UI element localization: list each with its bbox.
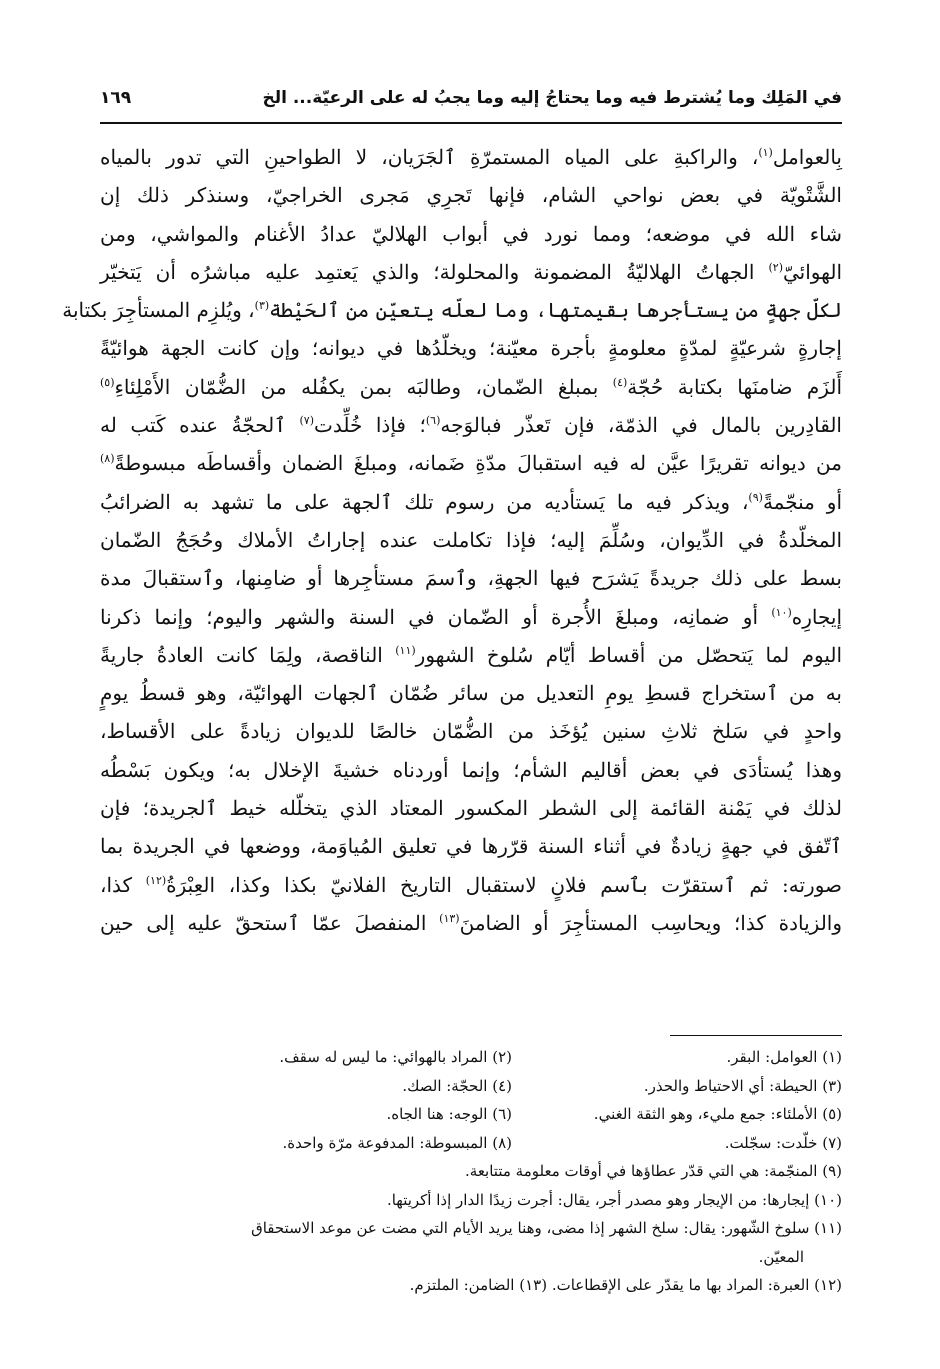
footnote-marker: (٧) bbox=[299, 414, 314, 428]
body-line: المخلّدةُ في الدِّيوان، وسُلِّمَ إليه؛ فإذا تكاملت عنده إجاراتُ الأملاك وحُجَجُ الضّمان bbox=[100, 527, 842, 552]
body-line: إيجارِه$^{(١٠)}$ أو ضمانِه، ومبلغَ الأُجرة أو الضّمان في السنة والشهر واليوم؛ وإنما ذكرنا bbox=[100, 604, 842, 629]
book-page bbox=[62, 88, 843, 942]
footnote-marker: (٤) bbox=[612, 375, 628, 389]
body-line: من ديوانه تقريرًا عيَّن له فيه استقبالَ مدّةِ ضَمانه، ومبلغَ الضمان وأقساطَه مبسوطةً$^{(٨)}$ bbox=[100, 451, 842, 476]
running-header bbox=[100, 88, 842, 120]
footnote-marker: (١١) bbox=[395, 643, 416, 657]
body-line: اليوم لما يَتحصّل من أقساط أيّام سُلوخ الشهور$^{(١١)}$ الناقصة، ولِمَا كانت العادةُ جاريةً bbox=[100, 642, 842, 667]
page-number: ١٦٩ bbox=[100, 88, 132, 108]
body-line: صورته: ثم ٱستقرّت بٱسم فلانٍ لاستقبال التاريخ الفلانيّ بكذا وكذا، العِبْرَةُ$^{(١٢)}$ كذا، bbox=[100, 872, 843, 897]
footnote-1: (١) العوامل: البقر. bbox=[726, 1048, 842, 1066]
body-line: إجارةٍ شرعيّةٍ لمدّةٍ معلومةٍ بأجرة معيّنة؛ ويخلّدُها في ديوانه؛ وإن كانت الجهة هوائيّةً bbox=[100, 336, 842, 361]
body-line: بسط على ذلك جريدةً يَشرَح فيها الجهةِ، وٱسمَ مستأجِرها أو ضامِنها، وٱستقبالَ مدة bbox=[100, 566, 842, 591]
footnote-marker: (٩) bbox=[748, 490, 763, 504]
footnote-8: (٨) المبسوطة: المدفوعة مرّة واحدة. bbox=[282, 1133, 512, 1152]
body-line: أَلزَم ضامنَها بكتابة حُجّة$^{(٤)}$ بمبلغ الضّمان، وطالبَه بمن يكفُله من الضُّمّان الأَمْلِئاءِ$^{(٥)}$ bbox=[100, 374, 842, 399]
footnote-row bbox=[100, 1129, 842, 1158]
body-line: الهوائيّ$^{(٢)}$ الجهاتُ الهلاليّةُ المضمونة والمحلولة؛ والذي يَعتمِد عليه مباشرُه أن يَتخيّر bbox=[100, 259, 842, 284]
body-line: أو منجّمةً$^{(٩)}$، ويذكر فيه ما يَستأديه من رسوم تلك ٱلجهة على ما تشهد به الضرائبُ bbox=[100, 489, 843, 514]
body-line: بِالعوامل$^{(١)}$، والراكبةِ على المياه المستمرّةِ ٱلجَرَيان، لا الطواحينِ التي تدور بالمياه bbox=[100, 145, 842, 169]
footnote-marker: (١٢) bbox=[145, 873, 167, 887]
footnote-marker: (٣) bbox=[254, 299, 270, 313]
footnote-3: (٣) الحيطة: أي الاحتياط والحذر. bbox=[643, 1076, 842, 1095]
body-line: ٱتّفق في جهةٍ زيادةٌ في أثناء السنة قرّرها في تعليق المُياوَمة، ووضعها في الجريدة بما bbox=[100, 834, 842, 859]
footnote-marker: (١) bbox=[758, 146, 773, 159]
footnote-marker: (٥) bbox=[100, 375, 115, 389]
footnote-row bbox=[100, 1043, 842, 1072]
footnote-marker: (١٠) bbox=[771, 605, 792, 619]
footnote-marker: (٢) bbox=[768, 260, 783, 274]
body-line: وهذا يُستأدَى في بعض أقاليم الشأم؛ وإنما أوردناه خشيةَ الإخلال به؛ ويكون بَسْطُه bbox=[100, 757, 842, 782]
footnote-9: (٩) المنجّمة: هي التي قدّر عطاؤها في أوقات معلومة متتابعة. bbox=[465, 1162, 842, 1180]
body-line: والزيادة كذا؛ ويحاسِب المستأجِرَ أو الضامنَ$^{(١٣)}$ المنفصلَ عمّا ٱستحقّ عليه إلى حين bbox=[100, 910, 842, 935]
footnote-11-continuation: المعيّن. bbox=[758, 1247, 804, 1266]
footnote-11: (١١) سلوخ الشّهور: يقال: سلخ الشهر إذا مضى، وهنا يريد الأيام التي مضت عن موعد الاستحقاق bbox=[251, 1219, 842, 1237]
body-line: به من ٱستخراج قسطِ يومِ التعديل من سائر ضُمّان ٱلجهات الهوائيّة، وهو قسطُ يومٍ bbox=[100, 681, 842, 706]
footnote-marker: (٨) bbox=[100, 452, 115, 466]
footnote-separator bbox=[670, 1035, 842, 1036]
footnote-4: (٤) الحجّة: الصك. bbox=[402, 1076, 512, 1095]
footnotes bbox=[100, 1043, 842, 1300]
header-rule bbox=[100, 122, 842, 124]
footnote-10: (١٠) إيجارها: من الإيجار وهو مصدر أجر، يقال: أجرت زيدًا الدار إذا أكريتها. bbox=[386, 1190, 842, 1209]
footnote-row bbox=[100, 1100, 842, 1129]
footnote-marker: (١٣) bbox=[439, 911, 460, 925]
body-line: لكلّ جهةٍ من يستأجرها بقيمتها، وما لعلّه يتعيّن من ٱلحَيْطة$^{(٣)}$، ويُلزِم المستأجِرَ بكتابة bbox=[62, 298, 842, 323]
body-line: شاء الله في موضعه؛ ومما نورد في أبواب الهلاليّ عدادُ الأغنام والمواشي، ومن bbox=[100, 221, 842, 246]
body-line: لذلك في يَمْنة القائمة إلى الشطر المكسور المعتاد الذي يتخلّله خيط ٱلجريدة؛ فإن bbox=[100, 796, 842, 821]
footnote-12-13: (١٢) العبرة: المراد بها ما يقدّر على الإقطاعات. (١٣) الضامن: الملتزم. bbox=[409, 1276, 842, 1294]
footnote-row bbox=[100, 1072, 842, 1101]
header-title: في المَلِك وما يُشترط فيه وما يحتاجُ إليه وما يجبُ له على الرعيّة... الخ bbox=[262, 88, 842, 108]
body-line: القادِرين بالمال في الذمّة، فإن تَعذّر فبالوَجه$^{(٦)}$؛ فإذا خُلِّدت$^{(٧)}$ ٱلحجّةُ عنده كَتب له bbox=[100, 413, 842, 438]
body-text bbox=[62, 138, 843, 942]
footnote-5: (٥) الأملئاء: جمع مليء، وهو الثقة الغني. bbox=[593, 1105, 842, 1123]
footnote-marker: (٦) bbox=[425, 414, 441, 428]
footnote-7: (٧) خلّدت: سجّلت. bbox=[724, 1133, 842, 1152]
footnote-6: (٦) الوجه: هنا الجاه. bbox=[386, 1105, 512, 1123]
body-line: واحدٍ في سَلخ ثلاثِ سنين يُؤخَذ من الضُّمّان خالصًا للديوان زيادةً على الأقساط، bbox=[100, 719, 842, 744]
body-line: الشَّتْويّة في بعض نواحي الشام، فإنها تَجرِي مَجرى الخراجيّ، وسنذكر ذلك إن bbox=[100, 183, 842, 208]
footnote-2: (٢) المراد بالهوائي: ما ليس له سقف. bbox=[279, 1048, 512, 1066]
